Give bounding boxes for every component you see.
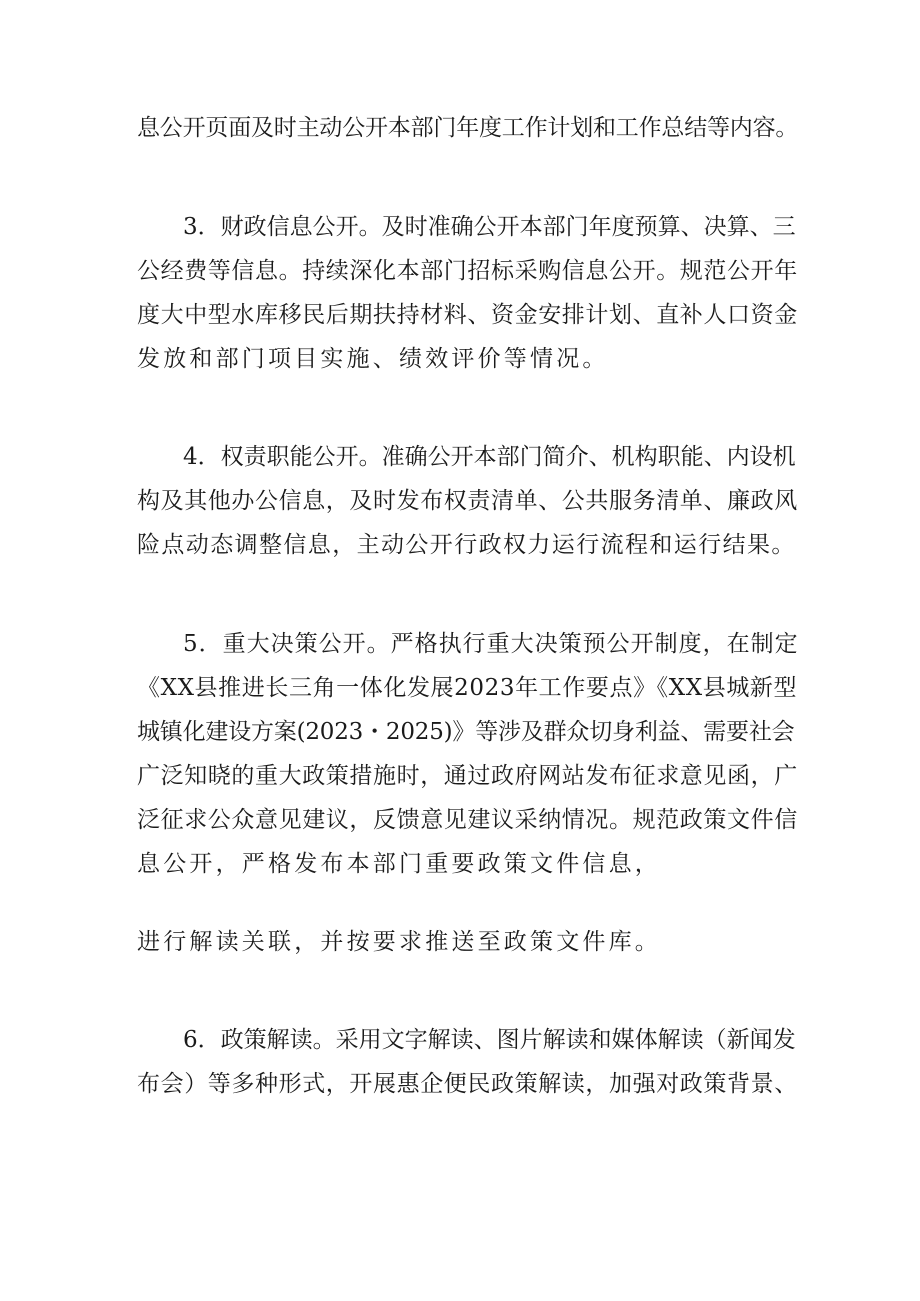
paragraph-6-line: 6．政策解读。采用文字解读、图片解读和媒体解读（新闻发	[183, 1027, 796, 1053]
text-line: 《XX县推进长三角一体化发展2023年工作要点》《XX县城新型	[137, 675, 798, 701]
text-line: 广泛知晓的重大政策措施时，通过政府网站发布征求意见函，广	[137, 763, 798, 789]
text-line: 险点动态调整信息，主动公开行政权力运行流程和运行结果。	[137, 532, 796, 558]
paragraph-5-line: 5．重大决策公开。严格执行重大决策预公开制度，在制定	[183, 631, 799, 657]
text-line: 进行解读关联，并按要求推送至政策文件库。	[137, 929, 661, 955]
paragraph-3-line: 3．财政信息公开。及时准确公开本部门年度预算、决算、三	[183, 214, 796, 240]
text-line: 公经费等信息。持续深化本部门招标采购信息公开。规范公开年	[137, 258, 798, 284]
text-line: 构及其他办公信息，及时发布权责清单、公共服务清单、廉政风	[137, 488, 798, 514]
text-line: 泛征求公众意见建议，反馈意见建议采纳情况。规范政策文件信	[137, 807, 798, 833]
text-line: 布会）等多种形式，开展惠企便民政策解读，加强对政策背景、	[137, 1071, 798, 1097]
text-line: 息公开页面及时主动公开本部门年度工作计划和工作总结等内容。	[137, 115, 799, 141]
text-line: 度大中型水库移民后期扶持材料、资金安排计划、直补人口资金	[137, 302, 798, 328]
paragraph-4-line: 4．权责职能公开。准确公开本部门简介、机构职能、内设机	[183, 444, 796, 470]
text-line: 城镇化建设方案(2023・2025)》等涉及群众切身利益、需要社会	[137, 719, 795, 745]
text-line: 息公开，严格发布本部门重要政策文件信息，	[137, 851, 661, 877]
text-line: 发放和部门项目实施、绩效评价等情况。	[137, 346, 609, 372]
